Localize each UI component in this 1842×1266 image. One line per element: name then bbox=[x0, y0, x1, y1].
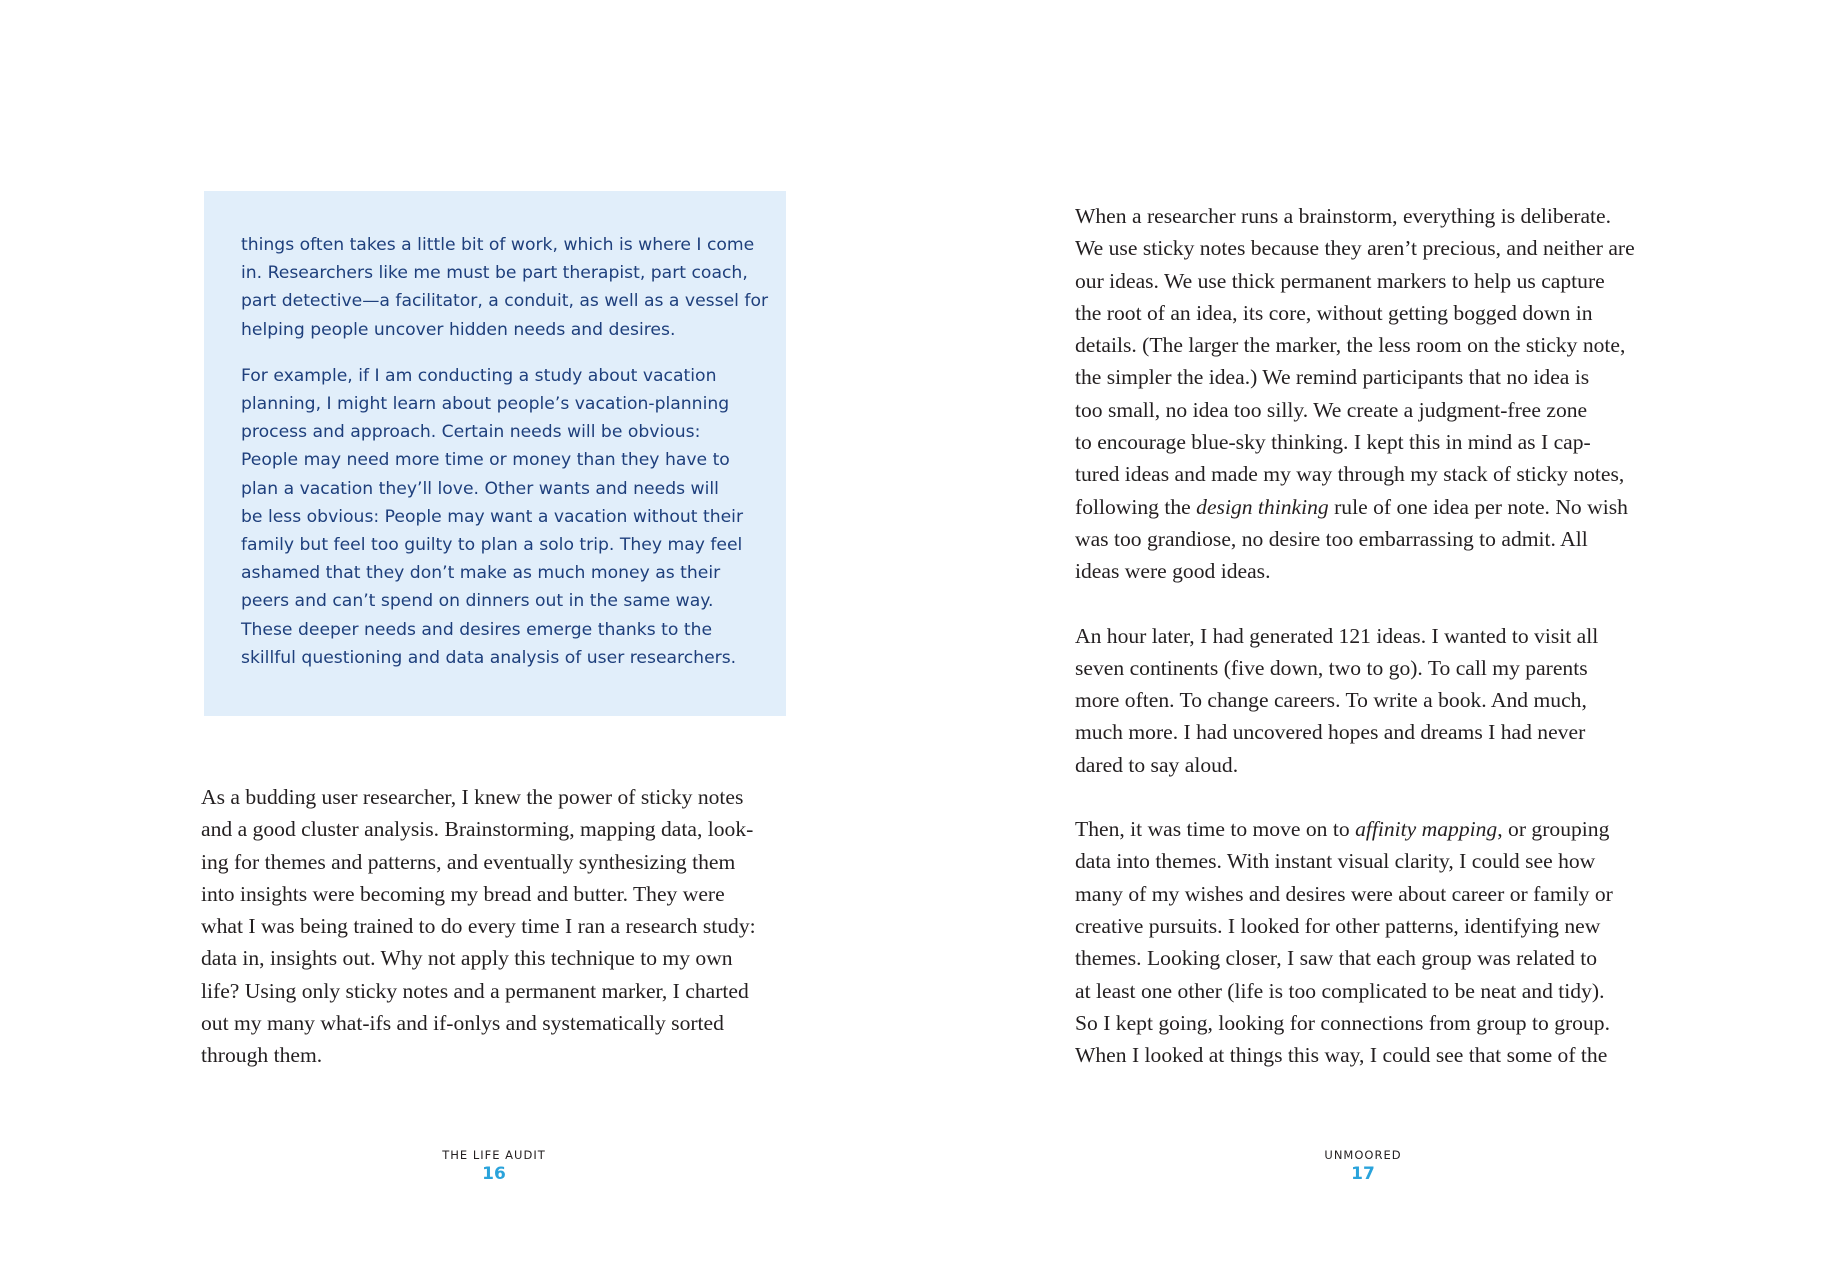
page-number: 17 bbox=[1351, 1164, 1375, 1184]
text-line: People may need more time or money than they have to bbox=[241, 450, 730, 471]
text-line: too small, no idea too silly. We create a judgment-free zone bbox=[1075, 397, 1588, 422]
text-line: seven continents (five down, two to go). To call my parents bbox=[1075, 655, 1588, 680]
text-line: We use sticky notes because they aren’t precious, and neither are bbox=[1075, 236, 1635, 261]
text-run: following the bbox=[1075, 494, 1197, 519]
italic-term: affinity mapping bbox=[1355, 817, 1498, 842]
text-line: through them. bbox=[201, 1043, 323, 1068]
left-body-text bbox=[201, 781, 756, 1072]
text-line: These deeper needs and desires emerge thanks to the bbox=[241, 619, 713, 640]
text-line: things often takes a little bit of work, which is where I come bbox=[241, 235, 755, 255]
text-line: more often. To change careers. To write a book. And much, bbox=[1075, 688, 1587, 713]
text-line: details. (The larger the marker, the less room on the sticky note, bbox=[1075, 333, 1626, 358]
body-paragraph-3 bbox=[1075, 813, 1635, 1071]
text-line: was too grandiose, no desire too embarrassing to admit. All bbox=[1075, 526, 1588, 551]
text-line: peers and can’t spend on dinners out in the same way. bbox=[241, 591, 714, 612]
text-line: part detective—a facilitator, a conduit, as well as a vessel for bbox=[241, 291, 769, 312]
text-line: the simpler the idea.) We remind participants that no idea is bbox=[1075, 365, 1590, 390]
text-line: For example, if I am conducting a study about vacation bbox=[241, 365, 717, 386]
text-line: family but feel too guilty to plan a solo trip. They may feel bbox=[241, 535, 743, 556]
running-head: THE LIFE AUDIT bbox=[442, 1148, 546, 1162]
text-line bbox=[1075, 813, 1635, 845]
text-line: ing for themes and patterns, and eventually synthesizing them bbox=[201, 849, 736, 874]
text-line: out my many what-ifs and if-onlys and systematically sorted bbox=[201, 1011, 724, 1036]
page-number: 16 bbox=[482, 1164, 506, 1184]
text-line: life? Using only sticky notes and a permanent marker, I charted bbox=[201, 978, 749, 1003]
text-line: our ideas. We use thick permanent markers to help us capture bbox=[1075, 268, 1605, 293]
right-body-text bbox=[1075, 200, 1635, 1071]
text-line: helping people uncover hidden needs and desires. bbox=[241, 319, 676, 340]
text-line: what I was being trained to do every time I ran a research study: bbox=[201, 914, 756, 939]
text-line: themes. Looking closer, I saw that each group was related to bbox=[1075, 946, 1598, 971]
body-paragraph-2 bbox=[1075, 620, 1635, 781]
text-run: , or grouping bbox=[1497, 817, 1610, 842]
text-line: An hour later, I had generated 121 ideas. I wanted to visit all bbox=[1075, 623, 1599, 648]
text-line: So I kept going, looking for connections from group to group. bbox=[1075, 1010, 1610, 1035]
callout-paragraph-2 bbox=[241, 362, 756, 672]
body-paragraph-1 bbox=[1075, 200, 1635, 588]
text-line: process and approach. Certain needs will be obvious: bbox=[241, 422, 701, 443]
text-line: plan a vacation they’ll love. Other wants and needs will bbox=[241, 478, 719, 499]
text-line: data into themes. With instant visual clarity, I could see how bbox=[1075, 849, 1596, 874]
callout-box bbox=[204, 191, 786, 716]
text-line bbox=[1075, 491, 1635, 523]
text-line: the root of an idea, its core, without getting bogged down in bbox=[1075, 300, 1593, 325]
text-line: data in, insights out. Why not apply this technique to my own bbox=[201, 946, 733, 971]
text-line: skillful questioning and data analysis of user researchers. bbox=[241, 647, 737, 668]
text-line: be less obvious: People may want a vacation without their bbox=[241, 506, 744, 527]
text-line: When I looked at things this way, I could see that some of the bbox=[1075, 1043, 1608, 1068]
text-line: at least one other (life is too complicated to be neat and tidy). bbox=[1075, 978, 1605, 1003]
text-line: into insights were becoming my bread and butter. They were bbox=[201, 881, 725, 906]
text-run: rule of one idea per note. No wish bbox=[1328, 494, 1628, 519]
callout-paragraph-1 bbox=[241, 231, 769, 344]
right-page-footer bbox=[1213, 1148, 1513, 1186]
text-line: When a researcher runs a brainstorm, everything is deliberate. bbox=[1075, 204, 1612, 228]
running-head: UNMOORED bbox=[1324, 1148, 1402, 1162]
body-paragraph bbox=[201, 781, 756, 1072]
text-line: tured ideas and made my way through my stack of sticky notes, bbox=[1075, 462, 1625, 487]
left-page-footer bbox=[344, 1148, 644, 1186]
text-line: in. Researchers like me must be part therapist, part coach, bbox=[241, 263, 748, 284]
text-line: creative pursuits. I looked for other patterns, identifying new bbox=[1075, 913, 1601, 938]
text-line: ashamed that they don’t make as much money as their bbox=[241, 563, 721, 584]
text-line: dared to say aloud. bbox=[1075, 752, 1239, 777]
text-line: many of my wishes and desires were about career or family or bbox=[1075, 881, 1613, 906]
text-line: and a good cluster analysis. Brainstorming, mapping data, look- bbox=[201, 817, 754, 842]
text-line: to encourage blue-sky thinking. I kept this in mind as I cap- bbox=[1075, 430, 1591, 455]
italic-term: design thinking bbox=[1196, 494, 1329, 519]
text-run: Then, it was time to move on to bbox=[1075, 817, 1356, 842]
text-line: ideas were good ideas. bbox=[1075, 559, 1271, 584]
text-line: As a budding user researcher, I knew the power of sticky notes bbox=[201, 785, 744, 809]
text-line: much more. I had uncovered hopes and dreams I had never bbox=[1075, 720, 1586, 745]
text-line: planning, I might learn about people’s vacation-planning bbox=[241, 394, 730, 415]
